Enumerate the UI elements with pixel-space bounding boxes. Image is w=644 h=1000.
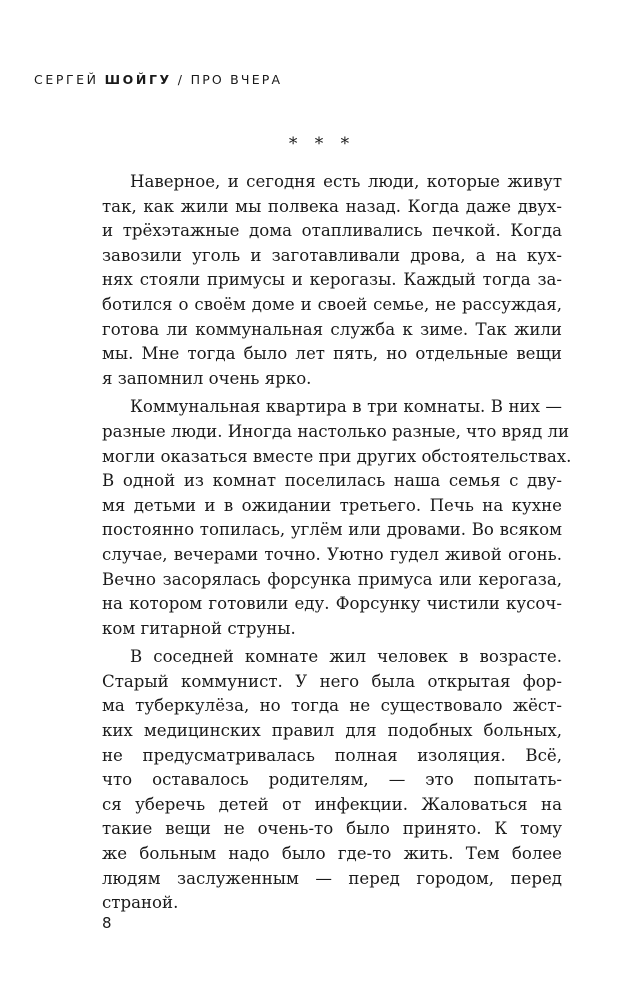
text-line: Наверное, и сегодня есть люди, которые живут — [130, 172, 562, 191]
text-line: Коммунальная квартира в три комнаты. В них — — [130, 397, 562, 417]
text-line: разные люди. Иногда настолько разные, что вряд ли — [102, 421, 570, 441]
text-line: мы. Мне тогда было лет пять, но отдельные вещи — [102, 344, 562, 364]
text-line: нях стояли примусы и керогазы. Каждый тогда за- — [102, 270, 562, 290]
text-line: не предусматривалась полная изоляция. Всё, — [102, 745, 562, 765]
text-line: Старый коммунист. У него была открытая фор- — [102, 671, 562, 691]
paragraph — [102, 395, 572, 641]
text-line: В соседней комнате жил человек в возрасте. — [130, 647, 562, 667]
text-line: ботился о своём доме и своей семье, не рассуждая, — [102, 294, 562, 314]
book-title: ПРО ВЧЕРА — [190, 72, 283, 87]
text-line: завозили уголь и заготавливали дрова, а на кух- — [102, 245, 562, 265]
text-line: страной. — [102, 893, 179, 913]
text-line: В одной из комнат поселилась наша семья с дву- — [102, 471, 562, 491]
text-line: такие вещи не очень-то было принято. К тому — [102, 819, 562, 839]
header-separator: / — [177, 72, 185, 87]
author-first-name: СЕРГЕЙ — [34, 72, 99, 87]
text-line: так, как жили мы полвека назад. Когда даже двух- — [102, 196, 562, 216]
text-line: и трёхэтажные дома отапливались печкой. Когда — [102, 221, 562, 241]
text-line: людям заслуженным — перед городом, перед — [102, 868, 562, 888]
text-line: могли оказаться вместе при других обстоятельствах. — [102, 446, 572, 466]
text-line: ся уберечь детей от инфекции. Жаловаться на — [102, 794, 562, 814]
text-line: же больным надо было где-то жить. Тем более — [102, 844, 562, 864]
running-header — [34, 72, 282, 87]
body-text — [102, 170, 572, 920]
paragraph — [102, 645, 562, 916]
author-last-name: ШОЙГУ — [104, 72, 172, 87]
text-line: что оставалось родителям, — это попытать- — [102, 770, 562, 790]
text-line: ма туберкулёза, но тогда не существовало жёст- — [102, 696, 562, 716]
text-line: мя детьми и в ожидании третьего. Печь на кухне — [102, 495, 562, 515]
text-line: готова ли коммунальная служба к зиме. Так жили — [102, 319, 562, 339]
text-line: ких медицинских правил для подобных больных, — [102, 721, 562, 741]
text-line: Вечно засорялась форсунка примуса или керогаза, — [102, 569, 562, 589]
text-line: ком гитарной струны. — [102, 618, 296, 638]
page-number: 8 — [102, 914, 112, 932]
text-line: я запомнил очень ярко. — [102, 368, 312, 388]
section-break: * * * — [288, 134, 356, 154]
text-line: на котором готовили еду. Форсунку чистили кусоч- — [102, 594, 562, 614]
paragraph — [102, 170, 562, 391]
text-line: постоянно топилась, углём или дровами. Во всяком — [102, 520, 562, 540]
text-line: случае, вечерами точно. Уютно гудел живой огонь. — [102, 544, 562, 564]
